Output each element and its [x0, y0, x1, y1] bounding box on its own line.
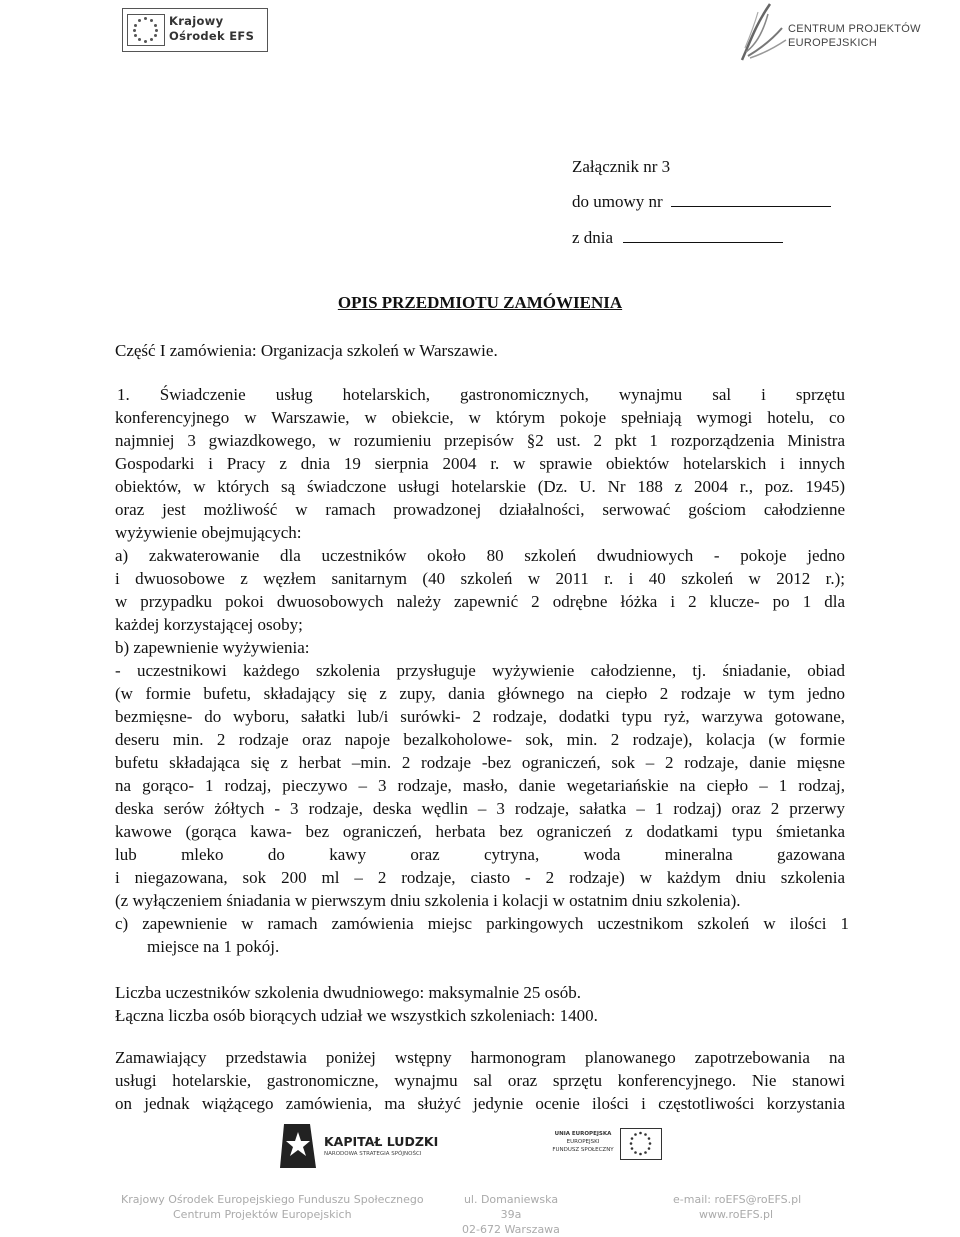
body-line: b) zapewnienie wyżywienia: [115, 638, 310, 657]
participants-max: Liczba uczestników szkolenia dwudniowego: maksymalnie 25 osób. [115, 983, 581, 1002]
annex-line-1: Załącznik nr 3 [572, 157, 671, 176]
body-line: oraz jest możliwość w ramach prowadzonej działalności, serwować gościom całodzienne [115, 500, 845, 519]
centrum-projektow-europejskich-logo [736, 2, 926, 62]
cpe-logo-line2: EUROPEJSKICH [788, 37, 878, 49]
body-line: w przypadku pokoi dwuosobowych należy zapewnić 2 odrębne łóżka i 2 klucze- po 1 dla [115, 592, 845, 611]
body-line: na gorąco- 1 rodzaj, pieczywo – 3 rodzaje, masło, danie wegetariańskie na ciepło – 1 rodzaj, [115, 776, 845, 795]
footer-city: 02-672 Warszawa [462, 1223, 560, 1236]
ue-line1: UNIA EUROPEJSKA [554, 1131, 612, 1137]
kapital-ludzki-logo [280, 1124, 440, 1168]
ue-line2: EUROPEJSKI [566, 1139, 600, 1145]
body-line: każdej korzystającej osoby; [115, 615, 303, 634]
closing-line: on jednak wiążącego zamówienia, ma służyć jedynie ocenie ilości i częstotliwości korzystania [115, 1094, 845, 1113]
body-line: kawowe (gorąca kawa- bez ograniczeń, herbata bez ograniczeń z dodatkami typu śmietanka [115, 822, 845, 841]
body-line: c) zapewnienie w ramach zamówienia miejsc parkingowych uczestnikom szkoleń w ilości 1 [115, 914, 849, 933]
closing-line: Zamawiający przedstawia poniżej wstępny harmonogram planowanego zapotrzebowania na [115, 1048, 845, 1067]
body-line: 1. Świadczenie usług hotelarskich, gastronomicznych, wynajmu sal i sprzętu [117, 385, 845, 404]
body-line: deska serów żółtych - 3 rodzaje, deska wędlin – 3 rodzaje, sałatka – 1 rodzaj) oraz 2 przerwy [115, 799, 845, 818]
document-subtitle: Część I zamówienia: Organizacja szkoleń w Warszawie. [115, 341, 498, 360]
body-line: konferencyjnego w Warszawie, w obiekcie, w którym pokoje spełniają wymogi hotelu, co [115, 408, 845, 427]
footer-org-name: Krajowy Ośrodek Europejskiego Funduszu Społecznego [121, 1193, 424, 1206]
ue-line3: FUNDUSZ SPOŁECZNY [552, 1147, 614, 1153]
contract-number-blank [671, 192, 831, 207]
footer-col2 [456, 1192, 566, 1237]
footer-cpe-name: Centrum Projektów Europejskich [173, 1208, 352, 1221]
body-line: i niegazowana, sok 200 ml – 2 rodzaje, ciasto - 2 rodzaje) w każdym dniu szkolenia [115, 868, 845, 887]
body-line: bezmięsne- do wyboru, sałatki lub/i surówki- 2 rodzaje, dodatki typu ryż, warzywa gotowane, [115, 707, 845, 726]
annex-line-2 [572, 192, 831, 212]
annex-contract-label: do umowy nr [572, 192, 663, 211]
body-line: wyżywienie obejmujących: [115, 523, 302, 542]
body-line: obiektów, w których są świadczone usługi hotelarskie (Dz. U. Nr 188 z 2004 r., poz. 1945) [115, 477, 845, 496]
body-line: lub mleko do kawy oraz cytryna, woda mineralna gazowana [115, 845, 845, 864]
annex-date-label: z dnia [572, 228, 614, 247]
document-title: OPIS PRZEDMIOTU ZAMÓWIENIA [337, 293, 623, 312]
eu-flag-icon [127, 14, 165, 46]
kl-subtitle: NARODOWA STRATEGIA SPÓJNOŚCI [324, 1151, 422, 1157]
body-line: (w formie bufetu, składający się z zupy, dania głównego na ciepło 2 rodzaje w tym jedno [115, 684, 845, 703]
body-line: najmniej 3 gwiazdkowego, w rozumieniu przepisów §2 ust. 2 pkt 1 rozporządzenia Ministra [115, 431, 845, 450]
body-line: a) zakwaterowanie dla uczestników około 80 szkoleń dwudniowych - pokoje jedno [115, 546, 845, 565]
eu-flag-icon [620, 1128, 662, 1160]
body-line: i dwuosobowe z węzłem sanitarnym (40 szkoleń w 2011 r. i 40 szkoleń w 2012 r.); [115, 569, 845, 588]
footer-col3 [673, 1192, 801, 1222]
feather-icon [736, 2, 788, 62]
efs-logo-line2: Ośrodek EFS [169, 29, 255, 43]
efs-logo-line1: Krajowy [169, 14, 224, 28]
body-line: deseru min. 2 rodzaje oraz napoje bezalkoholowe- sok, min. 2 rodzaje), kolacja (w formie [115, 730, 845, 749]
kapital-ludzki-star-icon [280, 1124, 316, 1168]
footer-website-link[interactable]: www.roEFS.pl [699, 1208, 774, 1221]
footer-email-link[interactable]: e-mail: roEFS@roEFS.pl [673, 1193, 802, 1206]
body-line: (z wyłączeniem śniadania w pierwszym dniu szkolenia i kolacji w ostatnim dniu szkolenia). [115, 891, 741, 910]
kl-title: KAPITAŁ LUDZKI [324, 1134, 439, 1149]
body-line: bufetu składająca się z herbat –min. 2 rodzaje -bez ograniczeń, sok – 2 rodzaje, danie mięsne [115, 753, 845, 772]
footer-street: ul. Domaniewska 39a [463, 1193, 559, 1221]
closing-line: usługi hotelarskie, gastronomiczne, wynajmu sal oraz sprzętu konferencyjnego. Nie stanowi [115, 1071, 845, 1090]
footer-col1 [121, 1192, 424, 1222]
body-line: - uczestnikowi każdego szkolenia przysługuje wyżywienie całodzienne, tj. śniadanie, obiad [115, 661, 845, 680]
cpe-logo-line1: CENTRUM PROJEKTÓW [788, 23, 921, 35]
krajowy-osrodek-efs-logo [122, 8, 268, 52]
annex-line-3 [572, 228, 783, 248]
body-line: miejsce na 1 pokój. [147, 937, 280, 956]
body-line: Gospodarki i Pracy z dnia 19 sierpnia 2004 r. w sprawie obiektów hotelarskich i innych [115, 454, 845, 473]
eu-efs-logo [550, 1128, 662, 1164]
participants-total: Łączna liczba osób biorących udział we wszystkich szkoleniach: 1400. [115, 1006, 598, 1025]
date-blank [623, 228, 783, 243]
